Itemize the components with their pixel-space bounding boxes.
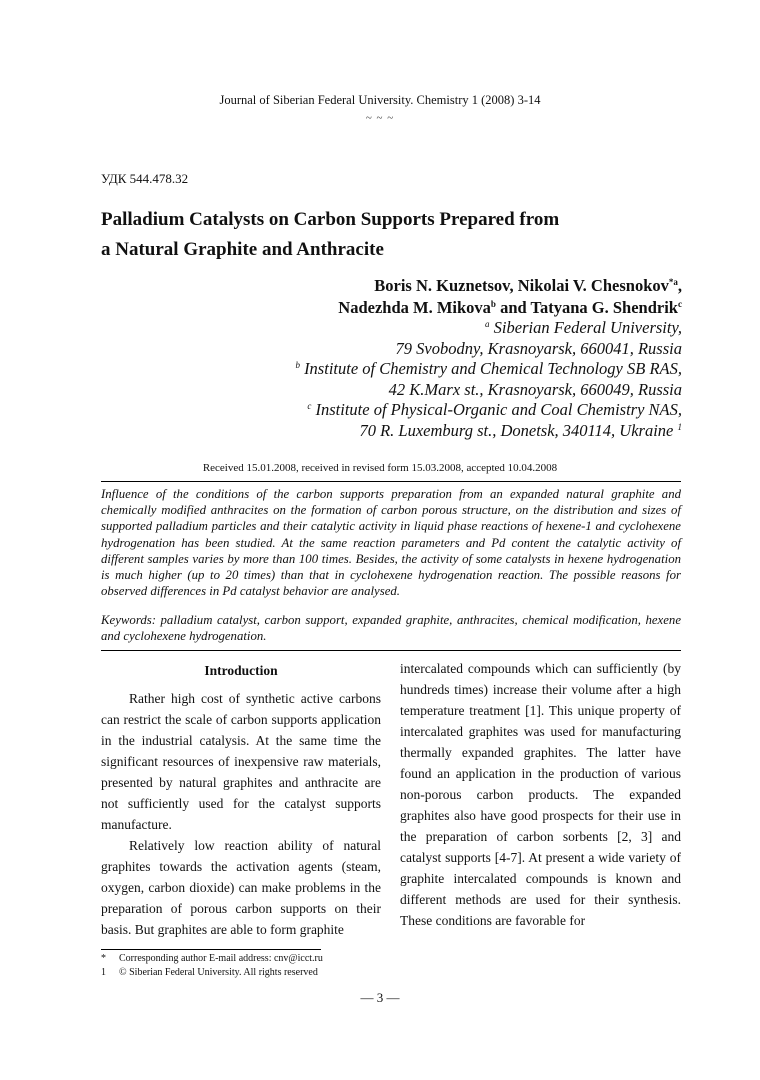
journal-header: Journal of Siberian Federal University. Chemistry 1 (2008) 3-14	[219, 93, 541, 107]
body-left-column	[101, 660, 381, 940]
abstract-top-rule	[101, 481, 681, 482]
title-line-1: Palladium Catalysts on Carbon Supports Prepared from	[101, 209, 560, 230]
body-right-column	[400, 658, 681, 931]
author-shendrik-sup: c	[678, 299, 682, 309]
affiliation-c-sup: c	[307, 401, 312, 411]
affiliation-a-line-2: 79 Svobodny, Krasnoyarsk, 660041, Russia	[395, 338, 682, 358]
affiliation-c-name: Institute of Physical-Organic and Coal Chemistry NAS,	[311, 400, 682, 419]
author-kuznetsov: Boris N. Kuznetsov,	[374, 276, 518, 295]
keywords-text: Keywords: palladium catalyst, carbon support, expanded graphite, anthracites, chemical modification, hexene and cyclohexene hydrogenation.	[101, 613, 681, 644]
affiliations	[295, 318, 682, 441]
footnote-corresponding	[101, 952, 323, 966]
affiliation-c-address: 70 R. Luxemburg st., Donetsk, 340114, Ukraine	[359, 420, 678, 440]
intro-paragraph-2: Relatively low reaction ability of natural graphites towards the activation agents (steam, oxygen, carbon dioxide) can make problems in the preparation of porous carbon supports on their basis. But graphites are able to form graphite	[101, 838, 381, 937]
intro-paragraph-1: Rather high cost of synthetic active carbons can restrict the scale of carbon supports application in the industrial catalysis. At the same time the significant resources of inexpensive raw materials, presented by natural graphites and anthracite are not sufficiently used for the catalyst supports manufacture.	[101, 691, 381, 832]
affiliation-b-line-2: 42 K.Marx st., Krasnoyarsk, 660049, Russia	[388, 379, 682, 399]
affiliation-c-line-2	[295, 421, 682, 442]
affiliation-b-line-1	[295, 359, 682, 380]
authors-and: and	[495, 298, 531, 317]
footnote-mark-1: 1	[101, 967, 106, 978]
authors-line-1	[338, 275, 682, 297]
author-mikova-sup: b	[490, 299, 496, 309]
header-ornament: ~ ~ ~	[365, 112, 395, 124]
footnote-copyright	[101, 966, 318, 980]
footnote-email-text: Corresponding author E-mail address: cnv@icct.ru	[119, 953, 323, 964]
footnote-copyright-text: © Siberian Federal University. All rights reserved	[119, 967, 318, 978]
affiliation-a-line-1	[295, 318, 682, 339]
authors-line-2	[338, 297, 682, 319]
author-chesnokov-sup: *a	[668, 277, 678, 287]
author-list	[338, 275, 682, 319]
author-shendrik: Tatyana G. Shendrik	[530, 298, 678, 317]
affiliation-b-sup: b	[295, 360, 300, 370]
affiliation-c-line-1	[295, 400, 682, 421]
page-number: — 3 —	[360, 990, 400, 1005]
affiliation-a-sup: a	[485, 319, 490, 329]
abstract-text: Influence of the conditions of the carbon supports preparation from an expanded natural graphite and chemically modified anthracites on the formation of carbon porous structure, on the distribution and sizes of supported palladium particles and their catalytic activity in liquid phase reactions of hexene-1 and cyclohexene hydrogenation has been studied. At the same reaction parameters and Pd content the catalytic activity of different samples varies by more than 100 times. Besides, the activity of some catalysts in hexene hydrogenation is much higher (up to 20 times) than that in cyclohexene hydrogenation reaction. The possible reasons for observed differences in Pd catalyst behavior are analysed.	[101, 487, 681, 599]
footnote-mark-asterisk: *	[101, 953, 106, 964]
right-column-paragraph: intercalated compounds which can sufficiently (by hundreds times) increase their volume after a high temperature treatment [1]. This unique property of intercalated graphites was used for manufacturing thermally expanded graphites. The latter have found an application in the production of various non-porous carbon products. The expanded graphites also have good prospects for their use in the preparation of carbon sorbents [2, 3] and catalyst supports [4-7]. At present a wide variety of graphite intercalated compounds is known and different methods are used for their synthesis. These conditions are favorable for	[400, 661, 681, 928]
affiliation-a-name: Siberian Federal University,	[489, 318, 682, 337]
affiliation-b-name: Institute of Chemistry and Chemical Technology SB RAS,	[299, 359, 682, 378]
abstract-bottom-rule	[101, 650, 681, 651]
author-mikova: Nadezhda M. Mikova	[338, 298, 491, 317]
title-line-2: a Natural Graphite and Anthracite	[101, 239, 384, 260]
received-dates: Received 15.01.2008, received in revised form 15.03.2008, accepted 10.04.2008	[202, 462, 558, 474]
footnote-rule	[101, 949, 321, 950]
paper-title	[101, 205, 661, 265]
introduction-heading: Introduction	[204, 663, 278, 678]
author-chesnokov: Nikolai V. Chesnokov	[517, 276, 669, 295]
affiliation-c-footnote-sup: 1	[677, 421, 682, 432]
authors-separator: ,	[677, 276, 682, 295]
udk-code: УДК 544.478.32	[101, 171, 189, 186]
